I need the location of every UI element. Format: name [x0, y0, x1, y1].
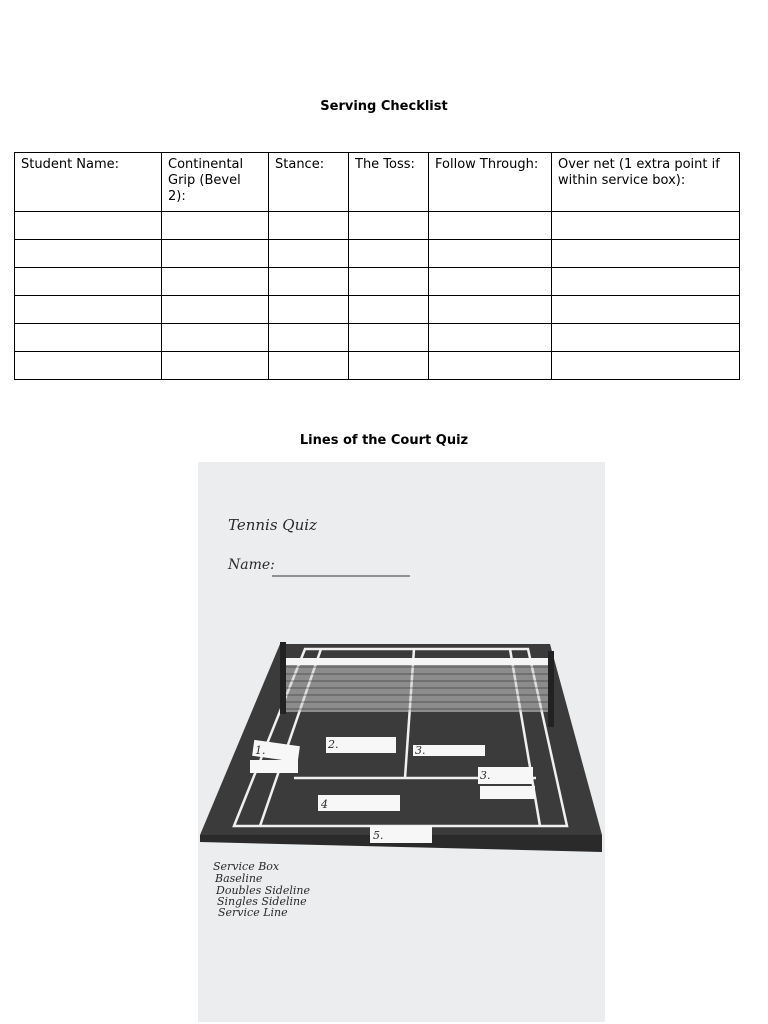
checklist-title: Serving Checklist [320, 99, 448, 114]
marker-3b: 3. [480, 769, 491, 782]
header-toss: The Toss: [349, 153, 429, 212]
table-cell[interactable] [349, 268, 429, 296]
word-bank-item: Singles Sideline [217, 895, 307, 908]
sheet-title: Tennis Quiz [228, 516, 317, 534]
table-cell[interactable] [162, 324, 269, 352]
table-cell[interactable] [15, 268, 162, 296]
table-cell[interactable] [15, 240, 162, 268]
table-cell[interactable] [552, 268, 740, 296]
table-row [15, 212, 740, 240]
header-over-net: Over net (1 extra point if within service box): [552, 153, 740, 212]
marker-4: 4 [321, 798, 328, 811]
table-cell[interactable] [269, 240, 349, 268]
table-cell[interactable] [162, 240, 269, 268]
table-header-row [15, 153, 740, 212]
table-cell[interactable] [552, 296, 740, 324]
table-cell[interactable] [269, 296, 349, 324]
marker-2: 2. [328, 738, 339, 751]
table-cell[interactable] [349, 240, 429, 268]
table-cell[interactable] [269, 324, 349, 352]
table-cell[interactable] [269, 268, 349, 296]
table-cell[interactable] [429, 352, 552, 380]
table-cell[interactable] [349, 352, 429, 380]
header-stance: Stance: [269, 153, 349, 212]
net-post-right [548, 651, 554, 727]
table-cell[interactable] [15, 324, 162, 352]
word-bank-item: Baseline [215, 872, 263, 885]
table-cell[interactable] [552, 240, 740, 268]
header-follow-through: Follow Through: [429, 153, 552, 212]
table-cell[interactable] [15, 296, 162, 324]
court-quiz-illustration [198, 462, 605, 1022]
quiz-title: Lines of the Court Quiz [299, 433, 469, 448]
table-cell[interactable] [429, 296, 552, 324]
table-cell[interactable] [429, 324, 552, 352]
table-cell[interactable] [552, 212, 740, 240]
table-cell[interactable] [552, 324, 740, 352]
court-quiz-photo [198, 462, 605, 1022]
word-bank [213, 860, 310, 919]
table-cell[interactable] [349, 296, 429, 324]
table-cell[interactable] [162, 296, 269, 324]
table-cell[interactable] [429, 268, 552, 296]
table-row [15, 352, 740, 380]
table-cell[interactable] [269, 352, 349, 380]
net-post-left [280, 642, 286, 714]
table-cell[interactable] [269, 212, 349, 240]
table-cell[interactable] [162, 212, 269, 240]
table-row [15, 296, 740, 324]
table-row [15, 324, 740, 352]
table-cell[interactable] [162, 352, 269, 380]
table-cell[interactable] [349, 324, 429, 352]
table-cell[interactable] [552, 352, 740, 380]
marker-3a: 3. [415, 744, 426, 757]
header-continental-grip: Continental Grip (Bevel 2): [162, 153, 269, 212]
word-bank-item: Doubles Sideline [216, 884, 310, 897]
word-bank-item: Service Box [213, 860, 280, 873]
table-cell[interactable] [429, 212, 552, 240]
header-student-name: Student Name: [15, 153, 162, 212]
word-bank-item: Service Line [218, 906, 288, 919]
marker-5: 5. [373, 829, 384, 842]
table-row [15, 240, 740, 268]
marker-1: 1. [255, 744, 266, 757]
table-cell[interactable] [349, 212, 429, 240]
table-cell[interactable] [15, 212, 162, 240]
table-row [15, 268, 740, 296]
table-cell[interactable] [429, 240, 552, 268]
table-cell[interactable] [15, 352, 162, 380]
serving-checklist-table [14, 152, 740, 380]
name-label: Name: [228, 557, 275, 573]
net-tape [282, 658, 552, 665]
table-cell[interactable] [162, 268, 269, 296]
